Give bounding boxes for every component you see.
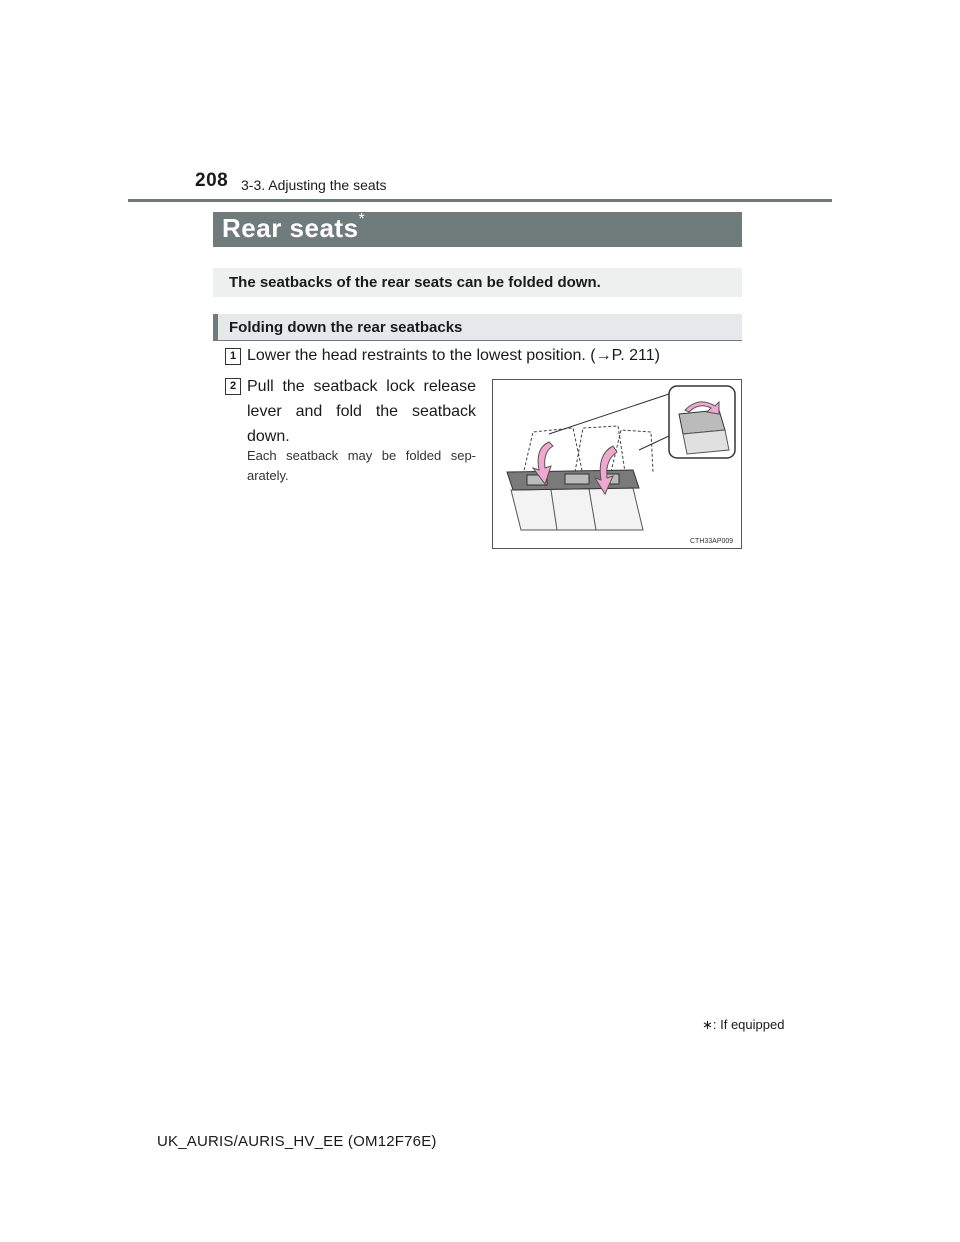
subsection-heading: Folding down the rear seatbacks [229, 319, 463, 336]
intro-text: The seatbacks of the rear seats can be folded down. [229, 274, 601, 291]
model-code: UK_AURIS/AURIS_HV_EE (OM12F76E) [157, 1133, 437, 1150]
seat-folding-diagram [493, 380, 741, 548]
seatback-outline-left [523, 428, 583, 475]
step-1-text: Lower the head restraints to the lowest position. (→P. 211) [247, 347, 660, 364]
seatback-outline-right [611, 430, 653, 472]
intro-box [213, 268, 742, 297]
leader-line-left [549, 394, 669, 434]
subsection-rule [213, 340, 742, 341]
page-number: 208 [195, 170, 229, 191]
seatback-top-detail [683, 430, 729, 454]
step-2-badge: 2 [225, 378, 241, 395]
page-title-text: Rear seats [222, 213, 359, 243]
figure-code: CTH33AP009 [690, 538, 734, 545]
title-bar [213, 212, 742, 247]
header-rule [128, 199, 832, 202]
leader-line-right [639, 436, 669, 450]
step-2-text: Pull the seatback lock release lever and fold the seatback down. [247, 378, 476, 445]
page-title [222, 213, 365, 244]
subsection-heading-box [213, 314, 742, 341]
step-2-note: Each seatback may be folded sep-arately. [247, 448, 476, 483]
equipment-asterisk: * [358, 211, 366, 228]
folded-headrest-center [565, 474, 589, 484]
seat-cushion [511, 488, 643, 530]
step-1-badge: 1 [225, 348, 241, 365]
section-title: 3-3. Adjusting the seats [241, 177, 387, 193]
footnote: ∗: If equipped [702, 1017, 785, 1032]
rear-seat-illustration [492, 379, 742, 549]
